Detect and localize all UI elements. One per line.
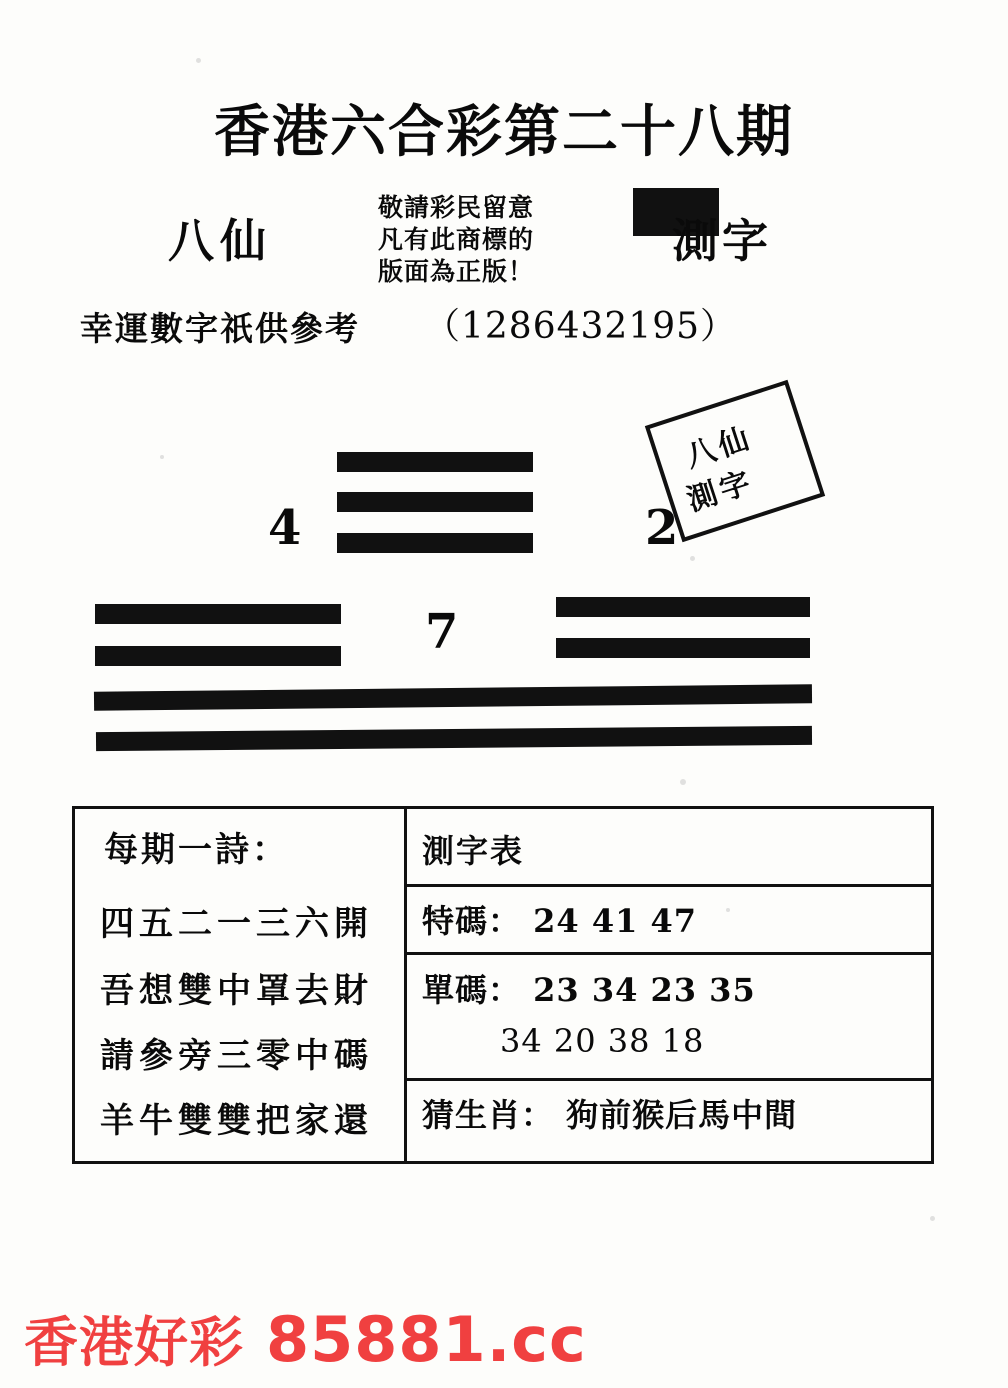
zodiac-label: 猜生肖： bbox=[422, 1096, 555, 1134]
special-code-label: 特碼： bbox=[422, 902, 522, 940]
scan-speckle bbox=[160, 455, 164, 459]
lucky-number-values: （1286432195） bbox=[424, 306, 738, 347]
trigram-bar bbox=[95, 604, 341, 624]
stamp-line-2: 測字 bbox=[682, 464, 759, 519]
footer-url: 85881.cc bbox=[266, 1303, 587, 1376]
trigram-digit-left: 4 bbox=[268, 500, 302, 556]
poem-line-4: 羊牛雙雙把家還 bbox=[100, 1101, 373, 1141]
panel-divider-3 bbox=[404, 1078, 934, 1081]
trigram-bar bbox=[95, 646, 341, 666]
right-label-cezi: 測字 bbox=[672, 214, 772, 268]
poem-title: 每期一詩： bbox=[104, 830, 289, 870]
special-code-values: 24 41 47 bbox=[533, 902, 698, 940]
authenticity-notice bbox=[378, 192, 534, 288]
trigram-bar-long bbox=[94, 684, 812, 711]
notice-line-2: 凡有此商標的 bbox=[378, 225, 535, 254]
notice-line-1: 敬請彩民留意 bbox=[378, 193, 535, 222]
footer-watermark bbox=[24, 1300, 587, 1377]
trigram-bar bbox=[337, 452, 533, 472]
trigram-bar bbox=[337, 533, 533, 553]
scan-speckle bbox=[690, 556, 695, 561]
poem-line-2: 吾想雙中罩去財 bbox=[100, 971, 373, 1011]
single-code-values-2: 34 20 38 18 bbox=[500, 1022, 705, 1060]
trigram-bar-long bbox=[96, 726, 812, 751]
scan-speckle bbox=[196, 58, 201, 63]
panel-divider-1 bbox=[404, 884, 934, 887]
zodiac-values: 狗前猴后馬中間 bbox=[566, 1096, 798, 1134]
trigram-digit-right: 2 bbox=[645, 500, 679, 556]
table-row bbox=[422, 1090, 797, 1136]
trigram-bar bbox=[556, 638, 810, 658]
stamp-line-1: 八仙 bbox=[681, 420, 757, 475]
panel-divider-2 bbox=[404, 952, 934, 955]
table-row bbox=[422, 896, 697, 942]
scan-speckle bbox=[680, 779, 686, 785]
footer-brand: 香港好彩 bbox=[24, 1311, 244, 1374]
single-code-label: 單碼： bbox=[422, 971, 522, 1009]
trigram-digit-center: 7 bbox=[425, 604, 459, 660]
lucky-number-label: 幸運數字祇供參考 bbox=[80, 309, 360, 348]
table-title: 測字表 bbox=[422, 832, 525, 870]
scan-speckle bbox=[930, 1216, 935, 1221]
page-title: 香港六合彩第二十八期 bbox=[214, 99, 794, 165]
table-row bbox=[422, 965, 756, 1011]
notice-line-3: 版面為正版！ bbox=[378, 257, 535, 286]
single-code-values: 23 34 23 35 bbox=[533, 971, 756, 1009]
poem-line-3: 請參旁三零中碼 bbox=[100, 1036, 373, 1076]
poem-line-1: 四五二一三六開 bbox=[100, 904, 373, 944]
left-label-baxian: 八仙 bbox=[168, 214, 272, 268]
panel-vertical-divider bbox=[404, 806, 407, 1164]
trigram-bar bbox=[556, 597, 810, 617]
trigram-bar bbox=[337, 492, 533, 512]
